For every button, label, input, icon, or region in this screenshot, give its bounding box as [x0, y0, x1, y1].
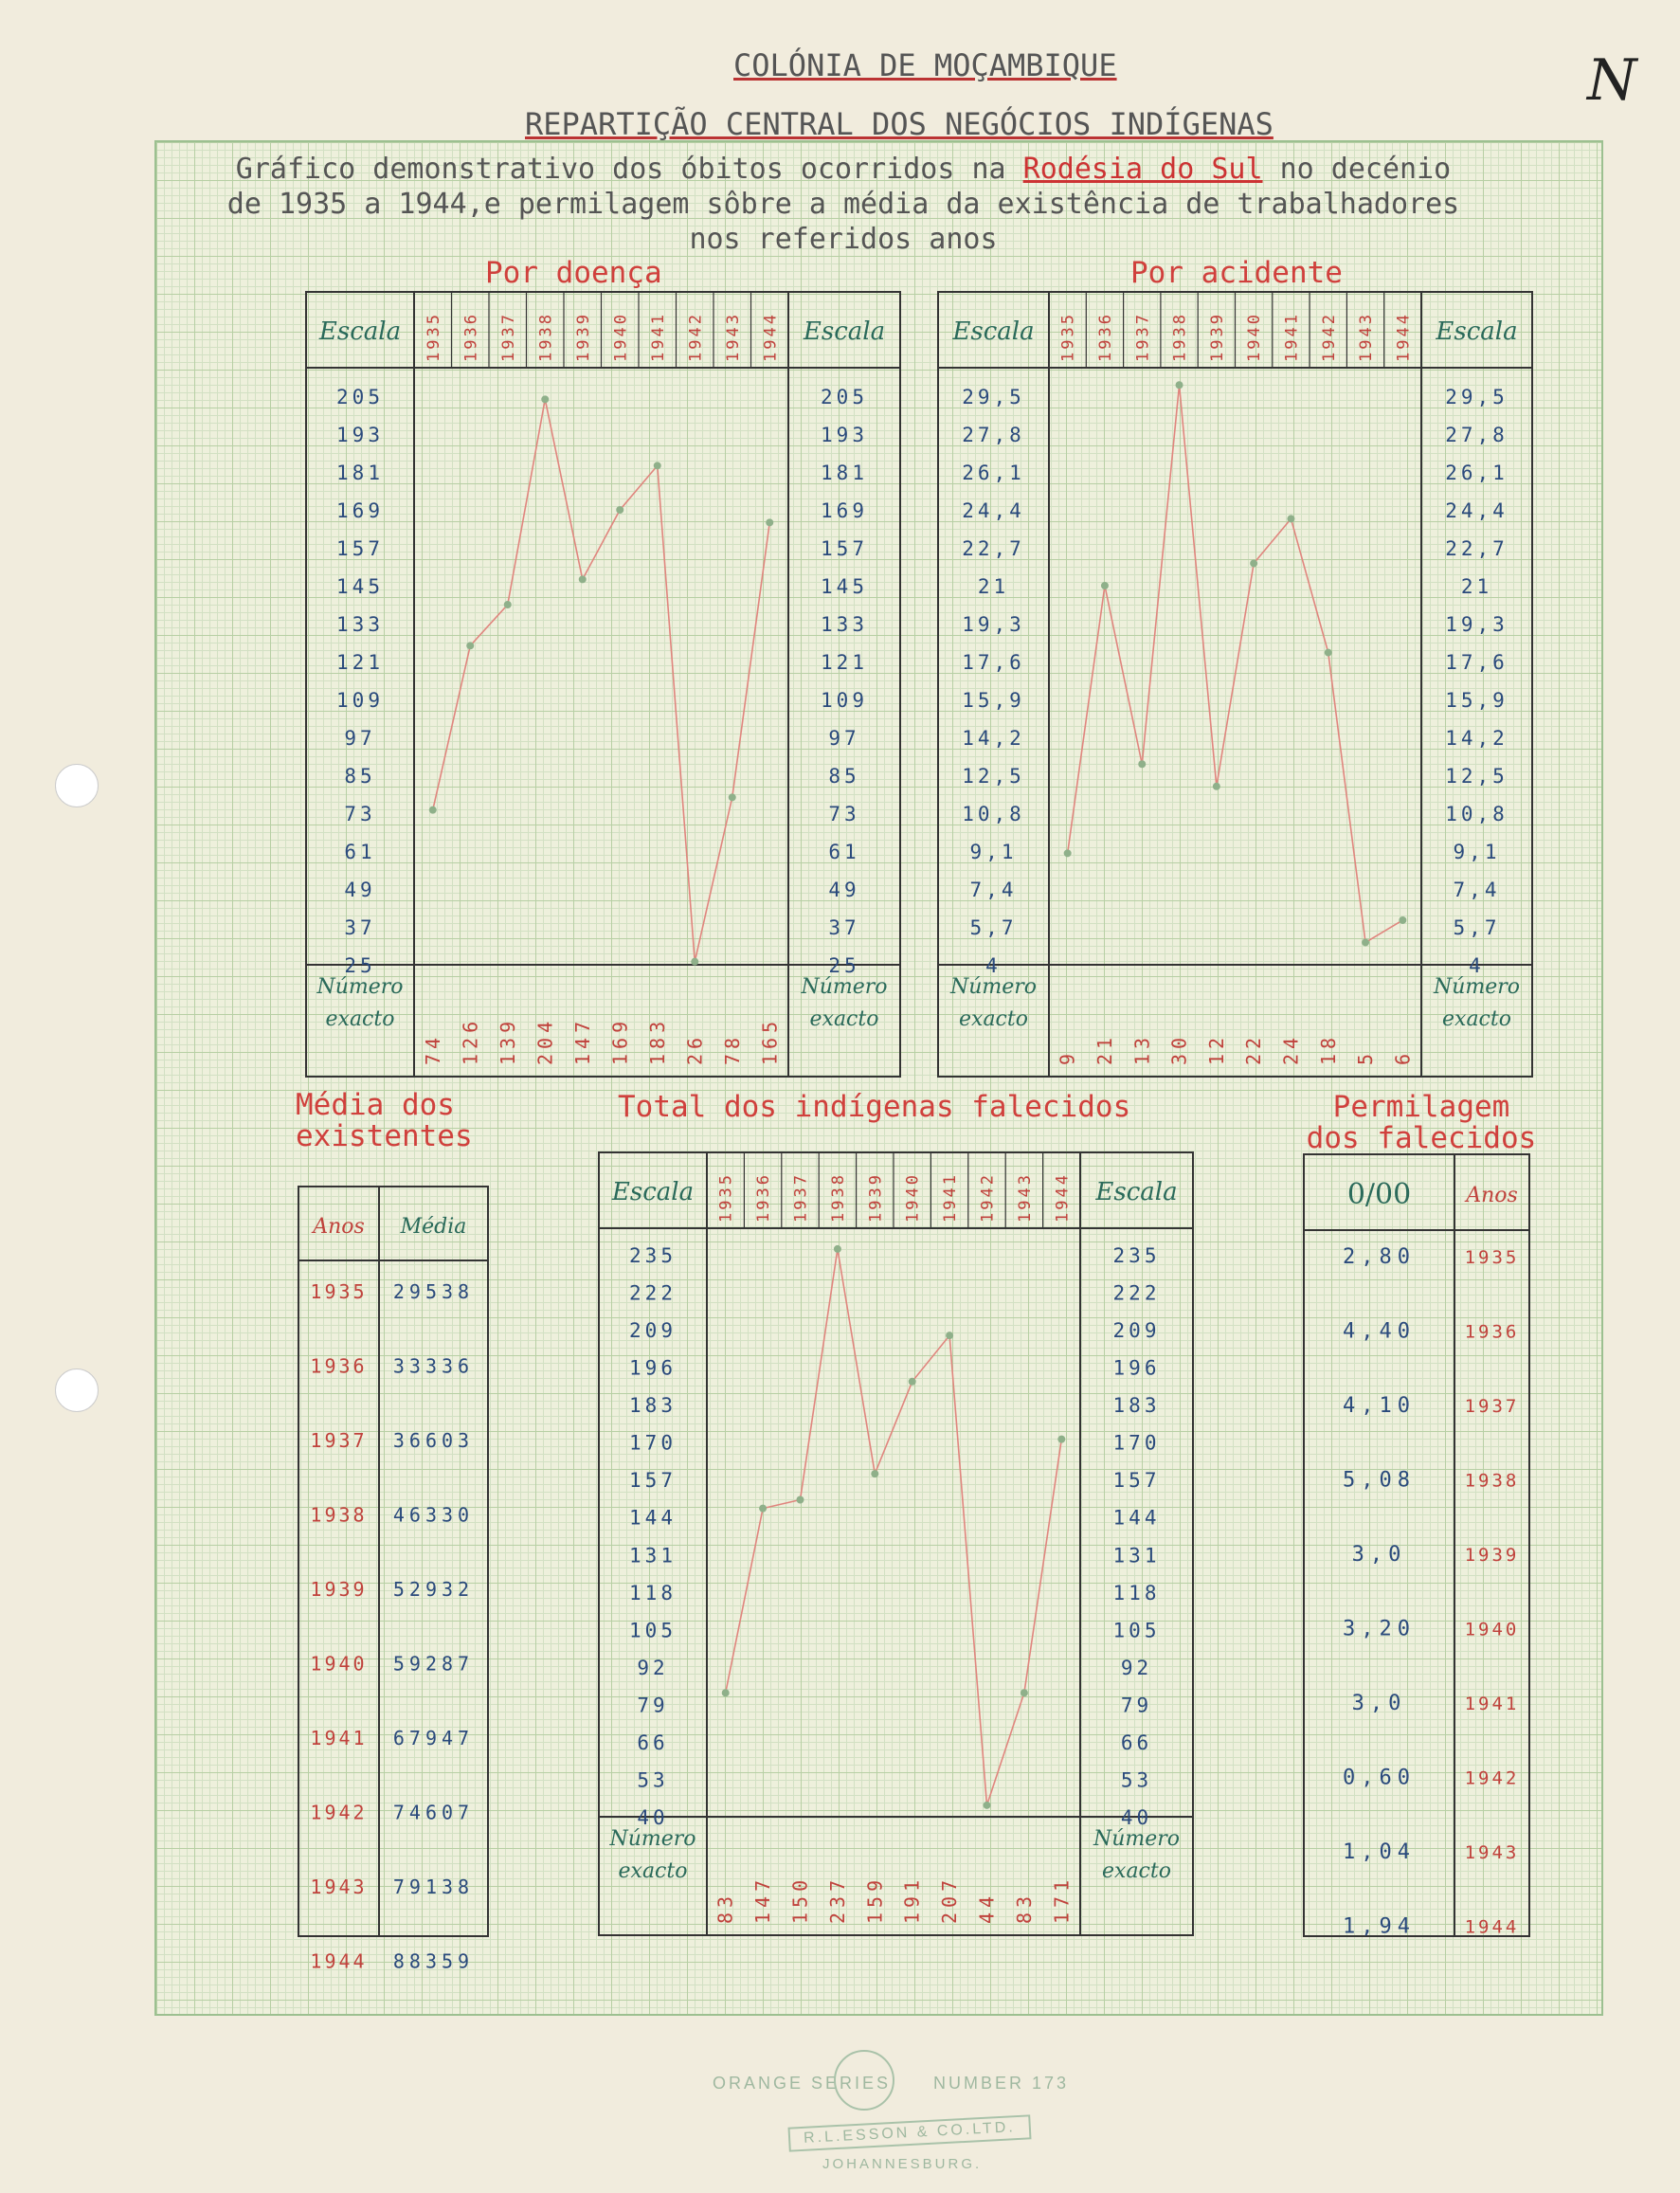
doenca-ytick-right: 133: [821, 613, 868, 636]
total-point: [871, 1470, 878, 1477]
acidente-exact-value: 12: [1204, 1032, 1228, 1065]
acidente-ytick-right: 19,3: [1445, 613, 1508, 636]
doenca-ytick-right: 169: [821, 499, 868, 522]
permil-year-cell: 1940: [1464, 1619, 1520, 1640]
total-ytick-left: 235: [629, 1244, 677, 1267]
total-ytick-right: 105: [1112, 1619, 1161, 1642]
doenca-exact-value: 78: [720, 1032, 744, 1065]
doenca-point: [429, 807, 437, 814]
doenca-point: [616, 506, 623, 514]
media-value-cell: 36603: [392, 1429, 475, 1452]
total-year-label: 1938: [828, 1172, 848, 1223]
acidente-ytick-left: 7,4: [969, 879, 1018, 901]
doenca-ytick-left: 145: [336, 575, 384, 598]
total-exact-value: 237: [825, 1875, 849, 1924]
total-ytick-right: 66: [1120, 1731, 1153, 1754]
acidente-ytick-right: 12,5: [1445, 765, 1508, 788]
permil-year-cell: 1935: [1464, 1247, 1520, 1268]
corner-mark: N: [1587, 47, 1637, 114]
acidente-ytick-right: 21: [1460, 575, 1493, 598]
acidente-series-line: [1068, 385, 1403, 942]
acidente-ytick-left: 29,5: [962, 386, 1025, 408]
total-ytick-left: 131: [629, 1544, 677, 1568]
total-point: [834, 1245, 841, 1253]
doenca-year-label: 1940: [611, 312, 631, 362]
acidente-ytick-right: 24,4: [1445, 499, 1508, 522]
permil-year-cell: 1939: [1464, 1545, 1520, 1566]
acidente-exact-value: 24: [1279, 1032, 1303, 1065]
footer-series: ORANGE SERIES: [713, 2074, 892, 2093]
acidente-ytick-right: 9,1: [1453, 841, 1501, 863]
acidente-ytick-left: 24,4: [962, 499, 1025, 522]
acidente-ytick-right: 22,7: [1445, 537, 1508, 560]
header-department: REPARTIÇÃO CENTRAL DOS NEGÓCIOS INDÍGENAS: [525, 106, 1274, 142]
doenca-ytick-left: 205: [336, 386, 384, 408]
doenca-exact-value: 126: [459, 1016, 482, 1065]
doenca-ytick-left: 181: [336, 462, 384, 484]
acidente-escala-right: Escala: [1436, 317, 1518, 346]
doenca-ytick-left: 73: [344, 803, 376, 825]
total-year-label: 1942: [978, 1172, 998, 1223]
acidente-exact-value: 18: [1316, 1032, 1340, 1065]
total-ytick-left: 170: [629, 1431, 677, 1455]
doenca-year-label: 1943: [723, 312, 743, 362]
doenca-exacto-right: exacto: [809, 1007, 879, 1031]
section-acidente: Por acidente: [1130, 256, 1343, 290]
permil-year-cell: 1942: [1464, 1767, 1520, 1789]
doenca-exact-value: 204: [533, 1016, 557, 1065]
doenca-ytick-right: 121: [821, 651, 868, 674]
total-ytick-right: 40: [1120, 1806, 1153, 1829]
footer-maker: R.L.ESSON & CO.LTD.: [787, 2114, 1031, 2151]
doenca-ytick-left: 169: [336, 499, 384, 522]
doenca-year-label: 1941: [648, 312, 668, 362]
title-line-3: nos referidos anos: [689, 223, 998, 256]
acidente-exact-value: 9: [1056, 1048, 1079, 1065]
doenca-ytick-left: 121: [336, 651, 384, 674]
total-escala-right: Escala: [1095, 1178, 1178, 1206]
total-numero-left: Número: [609, 1827, 696, 1851]
total-ytick-right: 53: [1120, 1768, 1153, 1792]
total-ytick-left: 53: [637, 1768, 669, 1792]
doenca-ytick-right: 205: [821, 386, 868, 408]
total-frame: [599, 1152, 1193, 1935]
total-year-label: 1936: [754, 1172, 774, 1223]
doenca-point: [766, 518, 773, 526]
acidente-ytick-left: 22,7: [962, 537, 1025, 560]
acidente-ytick-right: 27,8: [1445, 424, 1508, 446]
media-year-cell: 1936: [310, 1354, 368, 1378]
section-media: Média dos existentes: [296, 1088, 473, 1153]
acidente-ytick-right: 4: [1469, 954, 1485, 977]
doenca-exact-value: 165: [758, 1016, 782, 1065]
acidente-ytick-right: 17,6: [1445, 651, 1508, 674]
total-ytick-left: 118: [629, 1581, 677, 1604]
doenca-point: [729, 793, 736, 801]
header-colony: COLÓNIA DE MOÇAMBIQUE: [733, 47, 1117, 83]
total-ytick-left: 183: [629, 1394, 677, 1418]
acidente-ytick-left: 17,6: [962, 651, 1025, 674]
total-ytick-right: 157: [1112, 1469, 1161, 1493]
acidente-year-label: 1937: [1133, 312, 1153, 362]
total-ytick-right: 144: [1112, 1506, 1161, 1530]
acidente-year-label: 1938: [1170, 312, 1190, 362]
total-year-label: 1939: [866, 1172, 886, 1223]
total-point: [984, 1802, 991, 1809]
total-ytick-left: 79: [637, 1694, 669, 1717]
total-ytick-left: 196: [629, 1356, 677, 1380]
total-exact-value: 83: [1012, 1891, 1036, 1924]
permil-year-cell: 1936: [1464, 1321, 1520, 1343]
section-total: Total dos indígenas falecidos: [618, 1090, 1131, 1124]
media-value-cell: 33336: [392, 1354, 475, 1378]
permil-value-cell: 4,10: [1343, 1394, 1416, 1418]
doenca-point: [654, 462, 661, 469]
doenca-ytick-left: 61: [344, 841, 376, 863]
acidente-point: [1213, 783, 1220, 790]
doenca-point: [579, 575, 587, 583]
doenca-ytick-right: 97: [828, 727, 860, 750]
doenca-numero-left: Número: [316, 975, 404, 999]
acidente-exact-value: 22: [1242, 1032, 1266, 1065]
total-ytick-right: 170: [1112, 1431, 1161, 1455]
acidente-year-label: 1936: [1095, 312, 1115, 362]
doenca-point: [466, 642, 474, 649]
doenca-ytick-right: 25: [828, 954, 860, 977]
total-ytick-left: 105: [629, 1619, 677, 1642]
total-exact-value: 191: [900, 1875, 924, 1924]
permil-value-cell: 4,40: [1343, 1319, 1416, 1344]
doenca-point: [691, 958, 698, 966]
acidente-exact-value: 21: [1093, 1032, 1116, 1065]
total-ytick-right: 235: [1112, 1244, 1161, 1267]
acidente-year-label: 1943: [1357, 312, 1377, 362]
acidente-year-label: 1939: [1207, 312, 1227, 362]
total-year-label: 1943: [1015, 1172, 1035, 1223]
acidente-year-label: 1941: [1282, 312, 1302, 362]
total-year-label: 1941: [941, 1172, 961, 1223]
acidente-ytick-left: 15,9: [962, 689, 1025, 712]
doenca-ytick-left: 193: [336, 424, 384, 446]
doenca-year-label: 1936: [461, 312, 481, 362]
media-value-cell: 52932: [392, 1578, 475, 1601]
acidente-numero-left: Número: [949, 975, 1038, 999]
acidente-ytick-left: 26,1: [962, 462, 1025, 484]
media-value-cell: 29538: [392, 1280, 475, 1303]
acidente-point: [1287, 515, 1294, 522]
acidente-ytick-right: 26,1: [1445, 462, 1508, 484]
total-point: [759, 1505, 767, 1513]
doenca-exact-value: 139: [496, 1016, 519, 1065]
doenca-year-label: 1944: [761, 312, 781, 362]
permil-year-cell: 1937: [1464, 1396, 1520, 1417]
media-header-anos: Anos: [313, 1215, 365, 1239]
permil-value-cell: 1,94: [1343, 1914, 1416, 1939]
acidente-year-label: 1935: [1058, 312, 1078, 362]
permil-value-cell: 2,80: [1343, 1245, 1416, 1269]
total-exact-value: 171: [1050, 1875, 1074, 1924]
acidente-ytick-left: 27,8: [962, 424, 1025, 446]
total-ytick-right: 92: [1120, 1656, 1153, 1679]
total-exact-value: 150: [788, 1875, 812, 1924]
doenca-exact-value: 147: [570, 1016, 594, 1065]
acidente-point: [1064, 849, 1072, 857]
total-point: [722, 1689, 730, 1696]
doenca-ytick-left: 25: [344, 954, 376, 977]
total-ytick-left: 222: [629, 1281, 677, 1305]
doenca-ytick-left: 157: [336, 537, 384, 560]
title-place: Rodésia do Sul: [1022, 153, 1263, 186]
permil-value-cell: 5,08: [1343, 1468, 1416, 1493]
apple-logo: [834, 2050, 894, 2111]
media-year-cell: 1941: [310, 1727, 368, 1749]
acidente-ytick-right: 14,2: [1445, 727, 1508, 750]
media-value-cell: 46330: [392, 1503, 475, 1527]
doenca-ytick-right: 145: [821, 575, 868, 598]
total-exact-value: 44: [975, 1891, 999, 1924]
acidente-ytick-left: 10,8: [962, 803, 1025, 825]
permil-year-cell: 1938: [1464, 1470, 1520, 1492]
total-ytick-left: 209: [629, 1319, 677, 1343]
total-point: [946, 1332, 953, 1339]
doenca-year-label: 1942: [686, 312, 706, 362]
total-exacto-right: exacto: [1102, 1859, 1171, 1883]
total-year-label: 1935: [716, 1172, 736, 1223]
acidente-point: [1101, 582, 1109, 589]
section-permilagem: Permilagem dos falecidos: [1306, 1090, 1537, 1155]
total-exact-value: 159: [863, 1875, 887, 1924]
media-value-cell: 88359: [392, 1949, 475, 1973]
total-year-label: 1940: [903, 1172, 923, 1223]
media-year-cell: 1938: [310, 1503, 368, 1527]
total-ytick-left: 40: [637, 1806, 669, 1829]
doenca-ytick-left: 37: [344, 916, 376, 939]
total-point: [909, 1378, 916, 1386]
media-value-cell: 74607: [392, 1801, 475, 1824]
doenca-ytick-right: 49: [828, 879, 860, 901]
doenca-frame: [306, 292, 900, 1077]
total-year-label: 1937: [791, 1172, 811, 1223]
doenca-ytick-right: 73: [828, 803, 860, 825]
total-exact-value: 83: [714, 1891, 737, 1924]
doenca-ytick-left: 109: [336, 689, 384, 712]
acidente-frame: [938, 292, 1532, 1077]
total-point: [1021, 1689, 1028, 1696]
acidente-ytick-left: 14,2: [962, 727, 1025, 750]
permil-year-cell: 1944: [1464, 1916, 1520, 1938]
total-ytick-right: 118: [1112, 1581, 1161, 1604]
doenca-year-label: 1935: [424, 312, 443, 362]
doenca-series-line: [433, 399, 770, 961]
doenca-ytick-right: 85: [828, 765, 860, 788]
doenca-ytick-right: 157: [821, 537, 868, 560]
total-point: [1057, 1436, 1065, 1443]
acidente-numero-right: Número: [1433, 975, 1521, 999]
acidente-ytick-left: 19,3: [962, 613, 1025, 636]
permil-value-cell: 3,0: [1351, 1692, 1407, 1715]
section-doenca: Por doença: [485, 256, 662, 290]
acidente-ytick-right: 5,7: [1453, 916, 1501, 939]
doenca-year-label: 1937: [498, 312, 518, 362]
acidente-point: [1362, 938, 1369, 946]
doenca-exact-value: 183: [645, 1016, 669, 1065]
total-ytick-left: 157: [629, 1469, 677, 1493]
acidente-exact-value: 6: [1391, 1048, 1415, 1065]
total-point: [797, 1495, 804, 1503]
media-value-cell: 59287: [392, 1652, 475, 1676]
acidente-exact-value: 13: [1130, 1032, 1154, 1065]
total-ytick-left: 92: [637, 1656, 669, 1679]
doenca-exact-value: 26: [683, 1032, 707, 1065]
doenca-ytick-right: 193: [821, 424, 868, 446]
media-year-cell: 1943: [310, 1876, 368, 1898]
permil-year-cell: 1941: [1464, 1694, 1520, 1714]
total-ytick-right: 79: [1120, 1694, 1153, 1717]
acidente-ytick-right: 29,5: [1445, 386, 1508, 408]
acidente-exact-value: 5: [1354, 1048, 1378, 1065]
doenca-ytick-right: 37: [828, 916, 860, 939]
acidente-ytick-left: 4: [985, 954, 1002, 977]
permil-year-cell: 1943: [1464, 1842, 1520, 1863]
doenca-exact-value: 169: [608, 1016, 632, 1065]
acidente-exacto-right: exacto: [1442, 1007, 1511, 1031]
total-ytick-right: 196: [1112, 1356, 1161, 1380]
permil-value-cell: 1,04: [1343, 1840, 1416, 1864]
title-part-b: no decénio: [1279, 153, 1452, 186]
total-ytick-right: 183: [1112, 1394, 1161, 1418]
total-ytick-left: 66: [637, 1731, 669, 1754]
acidente-year-label: 1944: [1394, 312, 1414, 362]
doenca-ytick-left: 49: [344, 879, 376, 901]
acidente-ytick-left: 9,1: [969, 841, 1018, 863]
doenca-escala-right: Escala: [803, 317, 886, 346]
total-exacto-left: exacto: [618, 1859, 688, 1883]
acidente-ytick-left: 12,5: [962, 765, 1025, 788]
acidente-point: [1138, 760, 1146, 768]
total-exact-value: 147: [751, 1875, 775, 1924]
title-line-2: de 1935 a 1944,e permilagem sôbre a média da existência de trabalhadores: [226, 188, 1460, 221]
media-value-cell: 79138: [392, 1876, 475, 1898]
total-escala-left: Escala: [611, 1178, 695, 1206]
acidente-year-label: 1942: [1319, 312, 1339, 362]
media-header-media: Média: [400, 1215, 467, 1239]
doenca-ytick-right: 181: [821, 462, 868, 484]
acidente-point: [1176, 381, 1183, 389]
permil-value-cell: 3,0: [1351, 1543, 1407, 1567]
acidente-ytick-left: 5,7: [969, 916, 1018, 939]
acidente-point: [1250, 559, 1257, 567]
doenca-ytick-right: 61: [828, 841, 860, 863]
media-year-cell: 1944: [310, 1949, 368, 1973]
doenca-ytick-left: 85: [344, 765, 376, 788]
media-year-cell: 1935: [310, 1280, 368, 1303]
acidente-point: [1399, 916, 1406, 924]
footer-number: NUMBER 173: [933, 2074, 1070, 2093]
total-ytick-right: 222: [1112, 1281, 1161, 1305]
permil-header-symbol: 0/00: [1346, 1178, 1412, 1211]
media-value-cell: 67947: [392, 1727, 475, 1749]
media-year-cell: 1939: [310, 1578, 368, 1601]
total-series-line: [726, 1249, 1062, 1805]
acidente-point: [1325, 649, 1332, 657]
acidente-escala-left: Escala: [952, 317, 1035, 346]
doenca-numero-right: Número: [801, 975, 888, 999]
acidente-exacto-left: exacto: [959, 1007, 1028, 1031]
doenca-ytick-left: 133: [336, 613, 384, 636]
doenca-point: [541, 395, 549, 403]
permil-value-cell: 3,20: [1343, 1617, 1416, 1641]
total-numero-right: Número: [1093, 1827, 1181, 1851]
media-year-cell: 1942: [310, 1801, 368, 1824]
acidente-year-label: 1940: [1245, 312, 1265, 362]
doenca-ytick-right: 109: [821, 689, 868, 712]
doenca-exact-value: 74: [421, 1032, 444, 1065]
total-exact-value: 207: [938, 1875, 962, 1924]
acidente-ytick-right: 10,8: [1445, 803, 1508, 825]
doenca-point: [504, 601, 512, 608]
acidente-ytick-right: 7,4: [1453, 879, 1501, 901]
acidente-ytick-right: 15,9: [1445, 689, 1508, 712]
doenca-exacto-left: exacto: [325, 1007, 395, 1031]
permil-header-anos: Anos: [1466, 1184, 1518, 1207]
doenca-year-label: 1938: [536, 312, 556, 362]
permil-value-cell: 0,60: [1343, 1766, 1416, 1790]
media-year-cell: 1937: [310, 1429, 368, 1452]
footer-city: JOHANNESBURG.: [822, 2156, 983, 2172]
total-ytick-left: 144: [629, 1506, 677, 1530]
total-ytick-right: 209: [1112, 1319, 1161, 1343]
doenca-year-label: 1939: [573, 312, 593, 362]
title-part-a: Gráfico demonstrativo dos óbitos ocorridos na: [235, 153, 1006, 186]
total-ytick-right: 131: [1112, 1544, 1161, 1568]
acidente-ytick-left: 21: [977, 575, 1010, 598]
doenca-ytick-left: 97: [344, 727, 376, 750]
media-year-cell: 1940: [310, 1652, 368, 1676]
doenca-escala-left: Escala: [318, 317, 402, 346]
total-year-label: 1944: [1053, 1172, 1073, 1223]
acidente-exact-value: 30: [1167, 1032, 1191, 1065]
